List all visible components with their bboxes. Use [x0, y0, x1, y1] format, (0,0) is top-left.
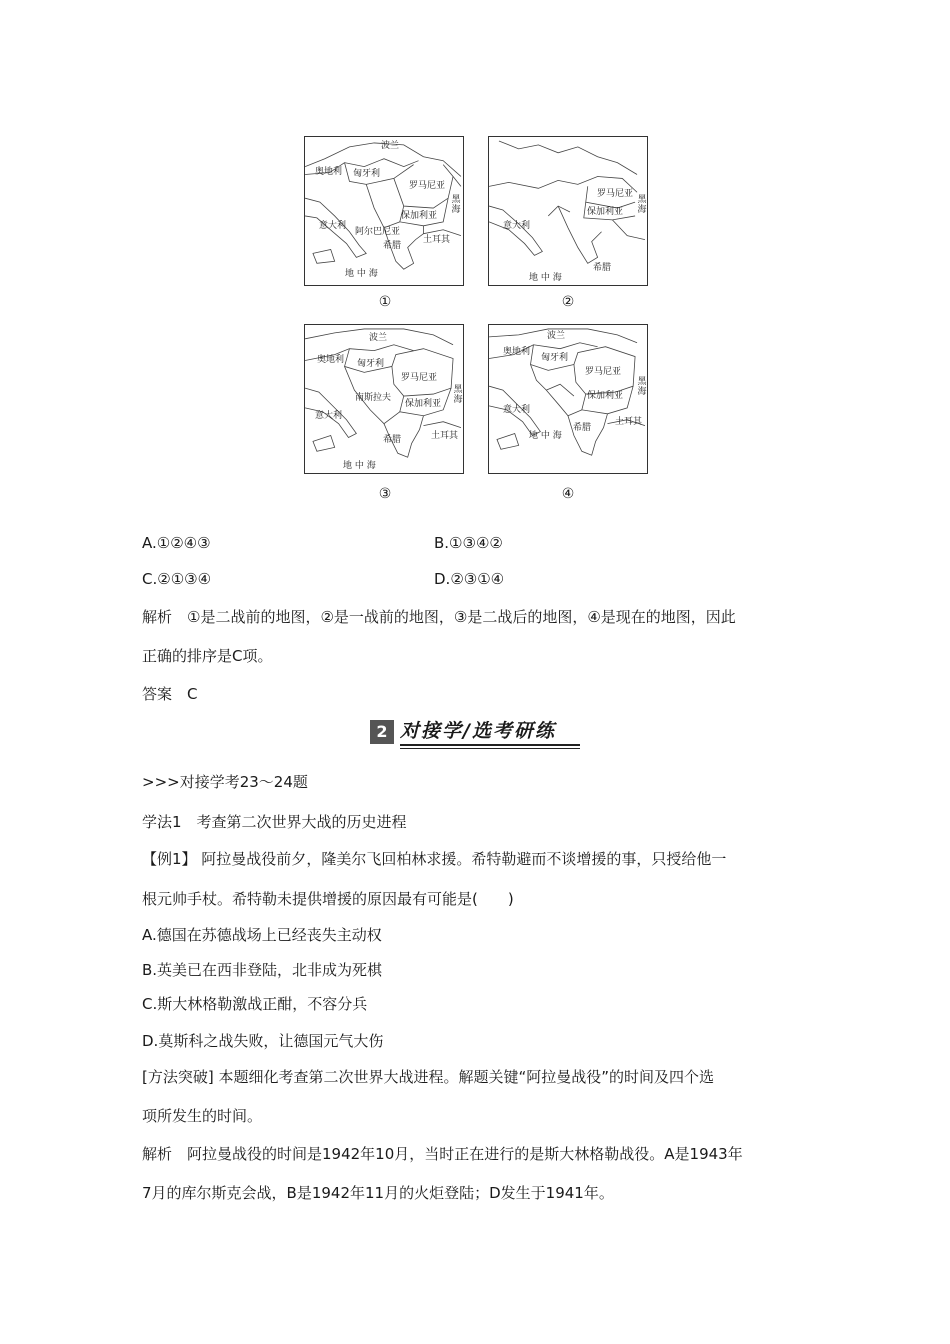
label-turkey: 土耳其	[431, 431, 459, 441]
label-greece: 希腊	[383, 435, 402, 445]
label-italy: 意大利	[503, 405, 531, 415]
map-1-caption: ①	[378, 294, 392, 310]
label-black-sea: 黑海	[637, 195, 647, 215]
analysis-1-line-1: 解析 ①是二战前的地图，②是一战前的地图，③是二战后的地图，④是现在的地图，因此	[142, 608, 736, 626]
label-med-sea: 地 中 海	[345, 269, 378, 279]
map-2	[488, 136, 648, 286]
map-3-caption: ③	[378, 486, 392, 502]
option-a: A.①②④③	[142, 534, 211, 552]
label-albania: 阿尔巴尼亚	[355, 227, 401, 237]
label-italy: 意大利	[503, 221, 531, 231]
map-2-caption: ②	[561, 294, 575, 310]
option-d: D.②③①④	[434, 570, 505, 588]
label-austria: 奥地利	[503, 347, 531, 357]
map-3	[304, 324, 464, 474]
label-austria: 奥地利	[315, 167, 343, 177]
method-title: 学法1 考查第二次世界大战的历史进程	[142, 813, 407, 831]
map-1	[304, 136, 464, 286]
answer: 答案 C	[142, 685, 198, 703]
label-bulgaria: 保加利亚	[405, 399, 442, 409]
option-b: B.①③④②	[434, 534, 503, 552]
label-poland: 波兰	[369, 333, 388, 343]
analysis-2-line-1: 解析 阿拉曼战役的时间是1942年10月，当时正在进行的是斯大林格勒战役。A是1943年	[142, 1145, 743, 1163]
choice-a: A.德国在苏德战场上已经丧失主动权	[142, 926, 382, 944]
label-italy: 意大利	[315, 411, 343, 421]
analysis-2-line-2: 7月的库尔斯克会战，B是1942年11月的火炬登陆；D发生于1941年。	[142, 1184, 614, 1202]
label-bulgaria: 保加利亚	[587, 207, 624, 217]
map-1-drawing	[305, 137, 463, 285]
label-austria: 奥地利	[317, 355, 345, 365]
label-black-sea: 黑海	[451, 195, 461, 215]
example-line-2: 根元帅手杖。希特勒未提供增援的原因最有可能是( )	[142, 890, 514, 908]
method-break-line-1: [方法突破] 本题细化考查第二次世界大战进程。解题关键“阿拉曼战役”的时间及四个选	[142, 1068, 715, 1086]
option-c: C.②①③④	[142, 570, 212, 588]
example-line-1: 【例1】 阿拉曼战役前夕，隆美尔飞回柏林求援。希特勒避而不谈增援的事，只授给他一	[142, 850, 727, 868]
label-romania: 罗马尼亚	[597, 189, 634, 199]
label-med-sea: 地 中 海	[529, 273, 562, 283]
choice-b: B.英美已在西非登陆，北非成为死棋	[142, 961, 383, 979]
choice-d: D.莫斯科之战失败，让德国元气大伤	[142, 1032, 384, 1050]
label-greece: 希腊	[573, 423, 592, 433]
label-poland: 波兰	[547, 331, 566, 341]
method-break-line-2: 项所发生的时间。	[142, 1107, 263, 1125]
subsection-heading: >>>对接学考23～24题	[142, 773, 308, 791]
label-romania: 罗马尼亚	[401, 373, 438, 383]
label-bulgaria: 保加利亚	[587, 391, 624, 401]
label-bulgaria: 保加利亚	[401, 211, 438, 221]
label-med-sea: 地 中 海	[529, 431, 562, 441]
label-romania: 罗马尼亚	[585, 367, 622, 377]
choice-c: C.斯大林格勒激战正酣，不容分兵	[142, 995, 368, 1013]
analysis-1-line-2: 正确的排序是C项。	[142, 647, 273, 665]
label-greece: 希腊	[593, 263, 612, 273]
label-yugoslavia: 南斯拉夫	[355, 393, 392, 403]
label-black-sea: 黑海	[453, 385, 463, 405]
label-italy: 意大利	[319, 221, 347, 231]
label-hungary: 匈牙利	[357, 359, 385, 369]
map-2-drawing	[489, 137, 647, 285]
label-hungary: 匈牙利	[353, 169, 381, 179]
label-romania: 罗马尼亚	[409, 181, 446, 191]
map-4	[488, 324, 648, 474]
label-hungary: 匈牙利	[541, 353, 569, 363]
section-number: 2	[370, 720, 394, 744]
section-title: 对接学/选考研练	[400, 718, 580, 746]
label-poland: 波兰	[381, 141, 400, 151]
label-turkey: 土耳其	[423, 235, 451, 245]
label-black-sea: 黑海	[637, 377, 647, 397]
section-banner	[370, 718, 582, 746]
label-med-sea: 地 中 海	[343, 461, 376, 471]
map-4-caption: ④	[561, 486, 575, 502]
label-greece: 希腊	[383, 241, 402, 251]
label-turkey: 土耳其	[615, 417, 643, 427]
